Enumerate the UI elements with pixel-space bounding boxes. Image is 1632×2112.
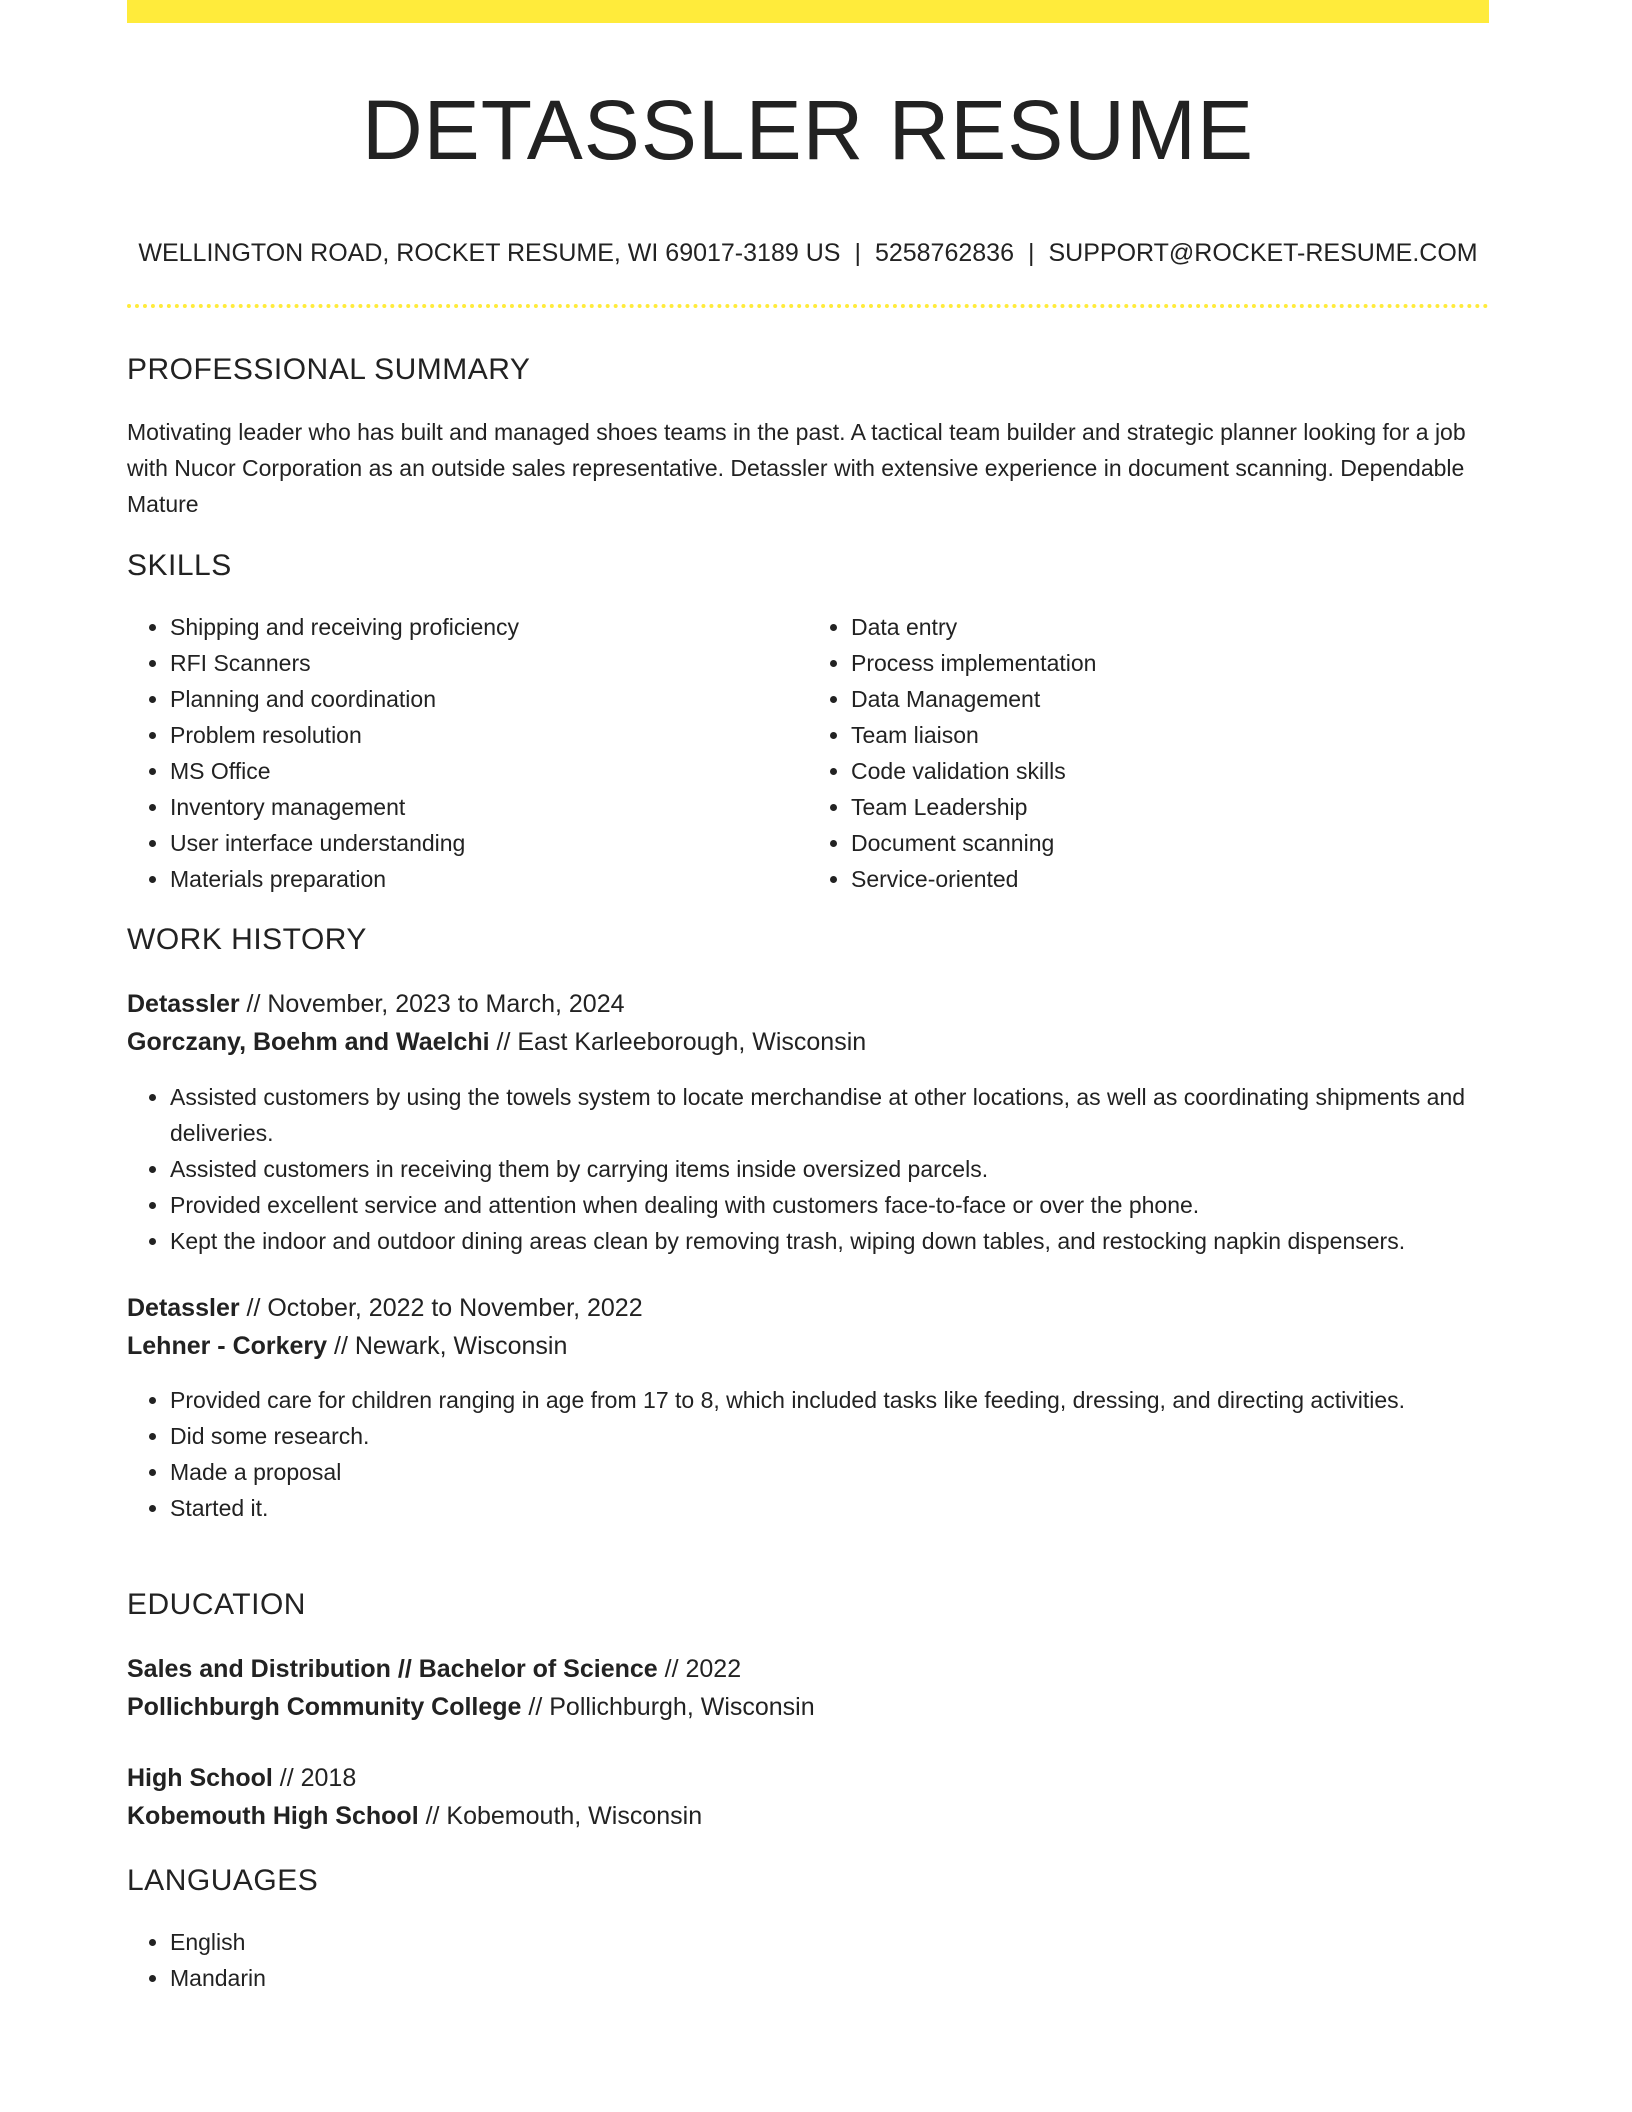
contact-address: WELLINGTON ROAD, ROCKET RESUME, WI 69017-3189 US [138, 239, 841, 267]
education-location: // Kobemouth, Wisconsin [418, 1802, 703, 1830]
job-title-line [127, 1289, 1489, 1327]
education-location: // Pollichburgh, Wisconsin [521, 1693, 815, 1721]
job-bullet: • Made a proposal [170, 1454, 1489, 1490]
skills-list-left [127, 609, 808, 897]
education-degree-line [127, 1759, 1489, 1797]
language-item: • Mandarin [170, 1960, 1532, 1996]
contact-separator: | [854, 239, 861, 267]
skill-item: • Materials preparation [170, 861, 808, 897]
education-degree: High School [127, 1764, 273, 1792]
job-bullet: • Kept the indoor and outdoor dining areas clean by removing trash, wiping down tables, and restocking napkin dispensers. [170, 1223, 1489, 1259]
job-bullet: • Provided care for children ranging in age from 17 to 8, which included tasks like feeding, dressing, and directing activities. [170, 1382, 1489, 1418]
education-year: // 2018 [272, 1764, 357, 1792]
work-heading: WORK HISTORY [127, 923, 367, 956]
education-entry [127, 1759, 1489, 1835]
summary-heading: PROFESSIONAL SUMMARY [127, 353, 531, 386]
contact-line [127, 236, 1489, 270]
skill-item: • Planning and coordination [170, 681, 808, 717]
top-accent-bar [127, 0, 1489, 23]
job-entry [127, 1289, 1489, 1365]
education-degree: Sales and Distribution // Bachelor of Science [127, 1655, 658, 1683]
summary-text: Motivating leader who has built and managed shoes teams in the past. A tactical team builder and strategic planner looking for a job with Nucor Corporation as an outside sales representative. Detassler with extensive experience in document scanning. Dependable Mature [127, 419, 1466, 517]
skill-item: • Team Leadership [851, 789, 1489, 825]
job-location: // Newark, Wisconsin [327, 1332, 568, 1360]
skill-item: • Service-oriented [851, 861, 1489, 897]
job-bullet: • Did some research. [170, 1418, 1489, 1454]
skill-item: • Shipping and receiving proficiency [170, 609, 808, 645]
skill-item: • User interface understanding [170, 825, 808, 861]
job-title-line [127, 985, 1489, 1023]
job-role: Detassler [127, 1294, 240, 1322]
languages-list [127, 1924, 1532, 1996]
job-company: Gorczany, Boehm and Waelchi [127, 1028, 490, 1056]
skills-columns [127, 609, 1489, 897]
contact-email: SUPPORT@ROCKET-RESUME.COM [1048, 239, 1478, 267]
skill-item: • Process implementation [851, 645, 1489, 681]
job-location: // East Karleeborough, Wisconsin [489, 1028, 867, 1056]
contact-phone: 5258762836 [874, 239, 1014, 267]
skill-item: • Problem resolution [170, 717, 808, 753]
resume-title: DETASSLER RESUME [362, 83, 1254, 177]
job-bullets [127, 1382, 1489, 1526]
job-bullet: • Assisted customers by using the towels system to locate merchandise at other locations, as well as coordinating shipments and deliveries. [170, 1079, 1489, 1151]
job-bullets [127, 1079, 1489, 1259]
education-school-line [127, 1688, 1489, 1726]
contact-separator: | [1027, 239, 1035, 267]
education-entry [127, 1650, 1489, 1726]
skill-item: • Data Management [851, 681, 1489, 717]
job-company: Lehner - Corkery [127, 1332, 328, 1360]
skill-item: • Inventory management [170, 789, 808, 825]
job-bullet: • Assisted customers in receiving them by carrying items inside oversized parcels. [170, 1151, 1489, 1187]
skill-item: • MS Office [170, 753, 808, 789]
skill-item: • Team liaison [851, 717, 1489, 753]
skills-list-right [808, 609, 1489, 897]
job-bullet: • Started it. [170, 1490, 1489, 1526]
job-dates: // November, 2023 to March, 2024 [239, 990, 625, 1018]
job-role: Detassler [127, 990, 240, 1018]
job-entry [127, 985, 1489, 1061]
skills-heading: SKILLS [127, 549, 232, 582]
job-company-line [127, 1023, 1489, 1061]
education-year: // 2022 [657, 1655, 742, 1683]
education-heading: EDUCATION [127, 1588, 306, 1621]
skill-item: • Data entry [851, 609, 1489, 645]
education-school: Kobemouth High School [127, 1802, 419, 1830]
skill-item: • Document scanning [851, 825, 1489, 861]
education-school-line [127, 1797, 1489, 1835]
skill-item: • RFI Scanners [170, 645, 808, 681]
dotted-divider [127, 304, 1489, 308]
job-dates: // October, 2022 to November, 2022 [239, 1294, 643, 1322]
education-degree-line [127, 1650, 1489, 1688]
language-item: • English [170, 1924, 1532, 1960]
education-school: Pollichburgh Community College [127, 1693, 522, 1721]
languages-heading: LANGUAGES [127, 1864, 319, 1897]
skill-item: • Code validation skills [851, 753, 1489, 789]
job-bullet: • Provided excellent service and attention when dealing with customers face-to-face or over the phone. [170, 1187, 1489, 1223]
job-company-line [127, 1327, 1489, 1365]
